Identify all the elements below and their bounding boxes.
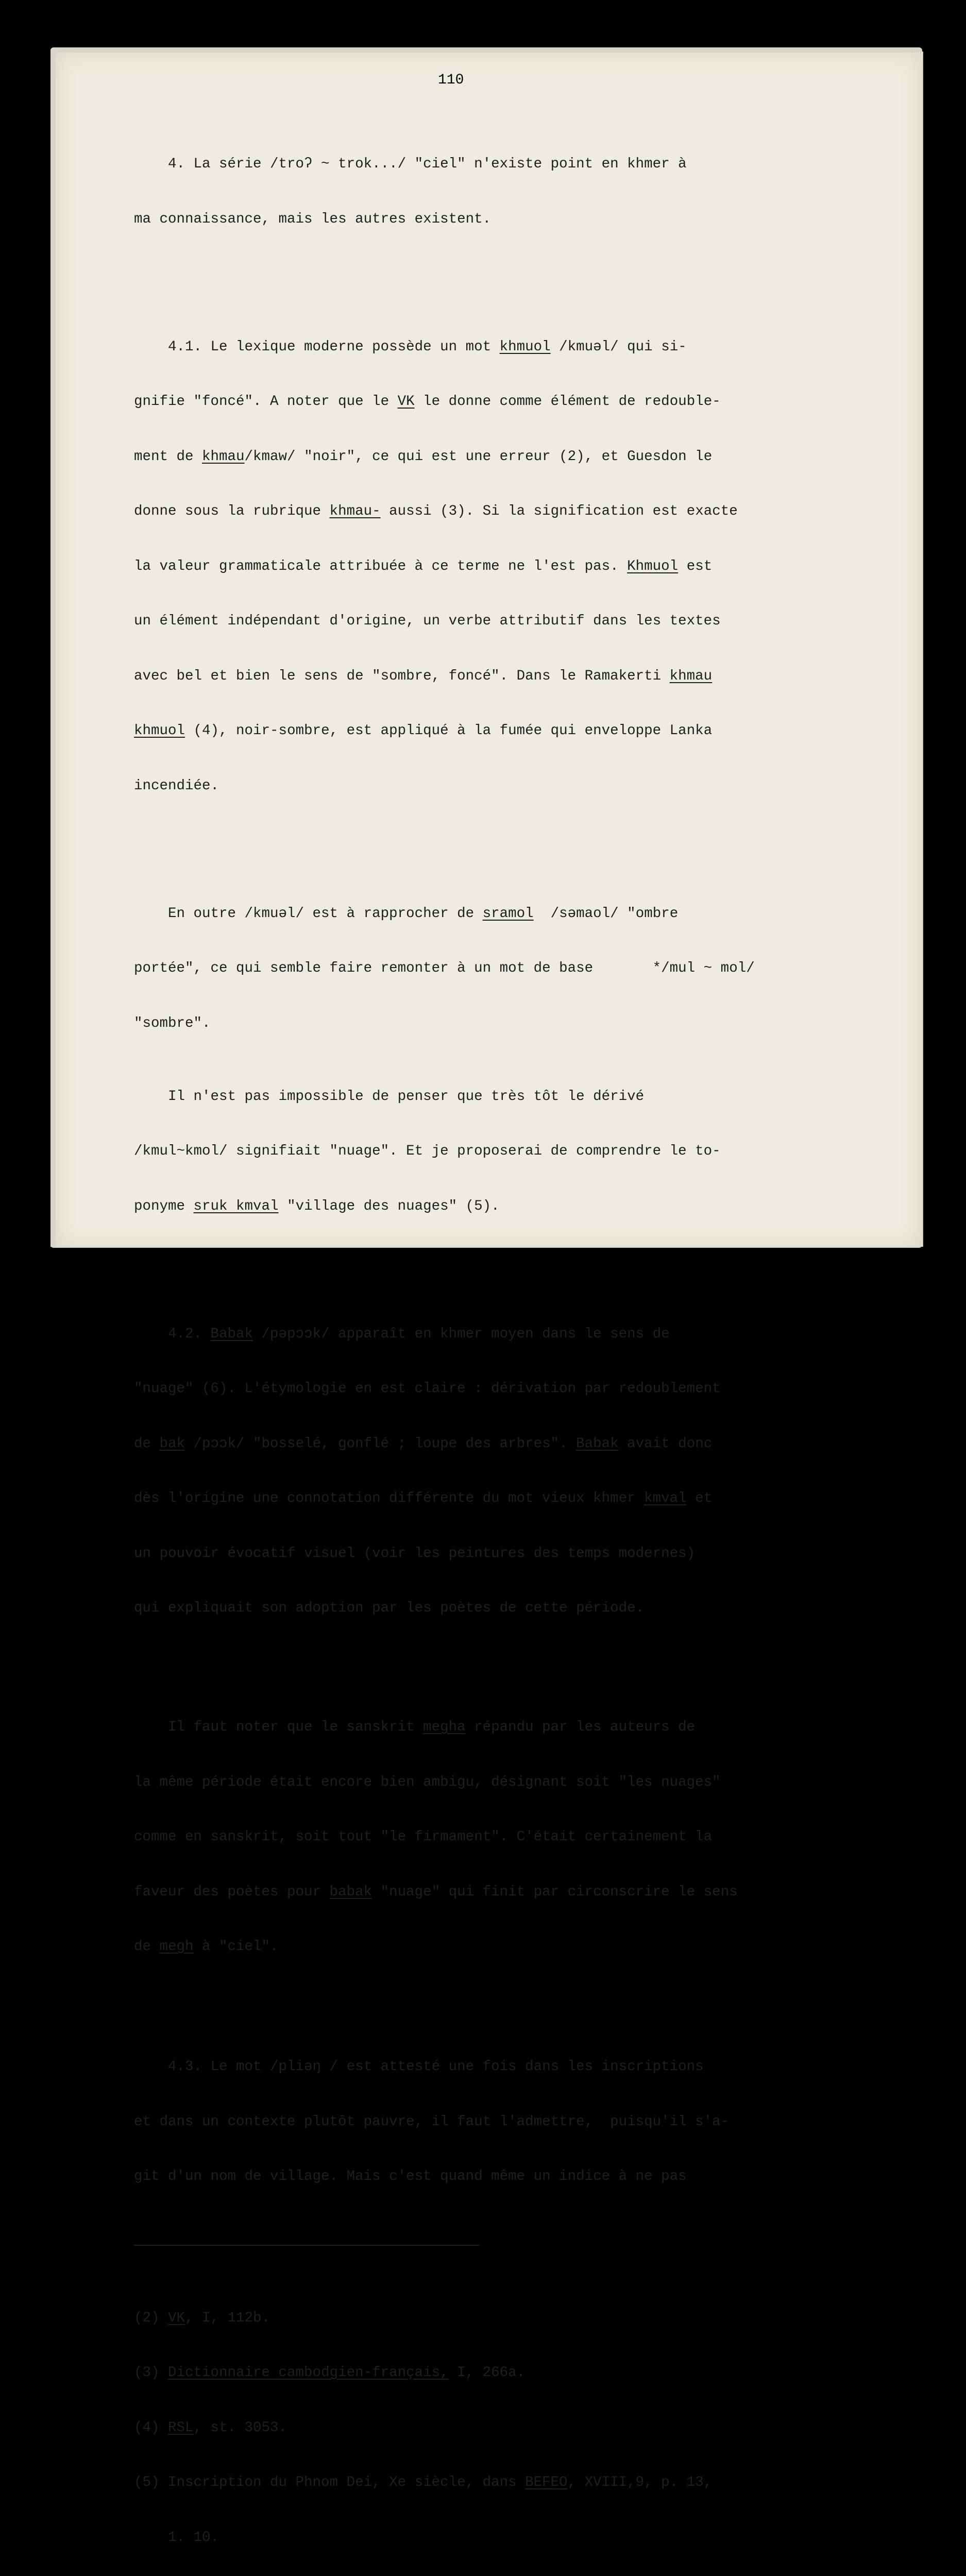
footnote-4: (4) RSL, st. 3053. [134, 2419, 287, 2436]
footnote-2: (2) VK, I, 112b. [134, 2310, 270, 2326]
para-4-2-line-3: de bak /pɔɔk/ "bosselé, gonflé ; loupe des arbres". Babak avait donc [134, 1435, 713, 1452]
para-outre-line-1: En outre /kmuəl/ est à rapprocher de sramol /səmaol/ "ombre [134, 905, 679, 922]
para-sanskrit-line-3: comme en sanskrit, soit tout "le firmament". C'était certainement la [134, 1829, 713, 1845]
para-impossible-line-3: ponyme sruk kmval "village des nuages" (5). [134, 1198, 500, 1214]
para-4-1-line-1: 4.1. Le lexique moderne possède un mot khmuol /kmuəl/ qui si- [134, 338, 687, 355]
footnote-divider [134, 2245, 479, 2246]
para-4-1-line-4: donne sous la rubrique khmau- aussi (3). Si la signification est exacte [134, 503, 738, 519]
para-sanskrit-line-4: faveur des poètes pour babak "nuage" qui finit par circonscrire le sens [134, 1884, 738, 1900]
document-body [134, 118, 855, 2576]
footnote-3: (3) Dictionnaire cambodgien-français, I, 266a. [134, 2365, 526, 2381]
para-sanskrit-line-2: la même période était encore bien ambigu, désignant soit "les nuages" [134, 1774, 721, 1790]
para-4-1-line-5: la valeur grammaticale attribuée à ce terme ne l'est pas. Khmuol est [134, 558, 713, 574]
para-impossible-line-1: Il n'est pas impossible de penser que très tôt le dérivé [134, 1088, 645, 1105]
para-4-1-line-9: incendiée. [134, 777, 219, 794]
page-number: 110 [438, 72, 464, 88]
para-outre-line-2: portée", ce qui semble faire remonter à un mot de base */mul ~ mol/ [134, 960, 755, 976]
para-4-3-line-3: git d'un nom de village. Mais c'est quand même un indice à ne pas [134, 2168, 687, 2184]
para-4-2-line-1: 4.2. Babak /pəpɔɔk/ apparaît en khmer moyen dans le sens de [134, 1326, 670, 1342]
para-impossible-line-2: /kmul~kmol/ signifiait "nuage". Et je proposerai de comprendre le to- [134, 1143, 721, 1159]
footnote-5-cont: 1. 10. [134, 2529, 219, 2546]
para-4-3-line-1: 4.3. Le mot /pliəŋ / est attesté une fois dans les inscriptions [134, 2059, 704, 2075]
para-sanskrit-line-5: de megh à "ciel". [134, 1939, 279, 1955]
para-4-2-line-2: "nuage" (6). L'étymologie en est claire : dérivation par redoublement [134, 1381, 721, 1397]
para-4-1-line-3: ment de khmau/kmaw/ "noir", ce qui est une erreur (2), et Guesdon le [134, 448, 713, 465]
para-4-1-line-2: gnifie "foncé". A noter que le VK le donne comme élément de redouble- [134, 394, 721, 410]
para-outre-line-3: "sombre". [134, 1015, 211, 1031]
para-4-2-line-6: qui expliquait son adoption par les poètes de cette période. [134, 1600, 645, 1616]
para-4-line-1: 4. La série /troʔ ~ trok.../ "ciel" n'existe point en khmer à [134, 156, 687, 172]
para-4-1-line-6: un élément indépendant d'origine, un verbe attributif dans les textes [134, 613, 721, 629]
para-4-2-line-4: dès l'origine une connotation différente du mot vieux khmer kmval et [134, 1490, 713, 1506]
para-4-3-line-2: et dans un contexte plutôt pauvre, il faut l'admettre, puisqu'il s'a- [134, 2113, 730, 2130]
para-4-1-line-7: avec bel et bien le sens de "sombre, foncé". Dans le Ramakerti khmau [134, 668, 713, 684]
footnote-5: (5) Inscription du Phnom Dei, Xe siècle, dans BEFEO, XVIII,9, p. 13, [134, 2475, 713, 2490]
para-4-2-line-5: un pouvoir évocatif visuel (voir les peintures des temps modernes) [134, 1545, 696, 1562]
para-4-1-line-8: khmuol (4), noir-sombre, est appliqué à la fumée qui enveloppe Lanka [134, 723, 713, 739]
para-4-line-2: ma connaissance, mais les autres existent. [134, 211, 492, 227]
para-sanskrit-line-1: Il faut noter que le sanskrit megha répandu par les auteurs de [134, 1719, 696, 1735]
